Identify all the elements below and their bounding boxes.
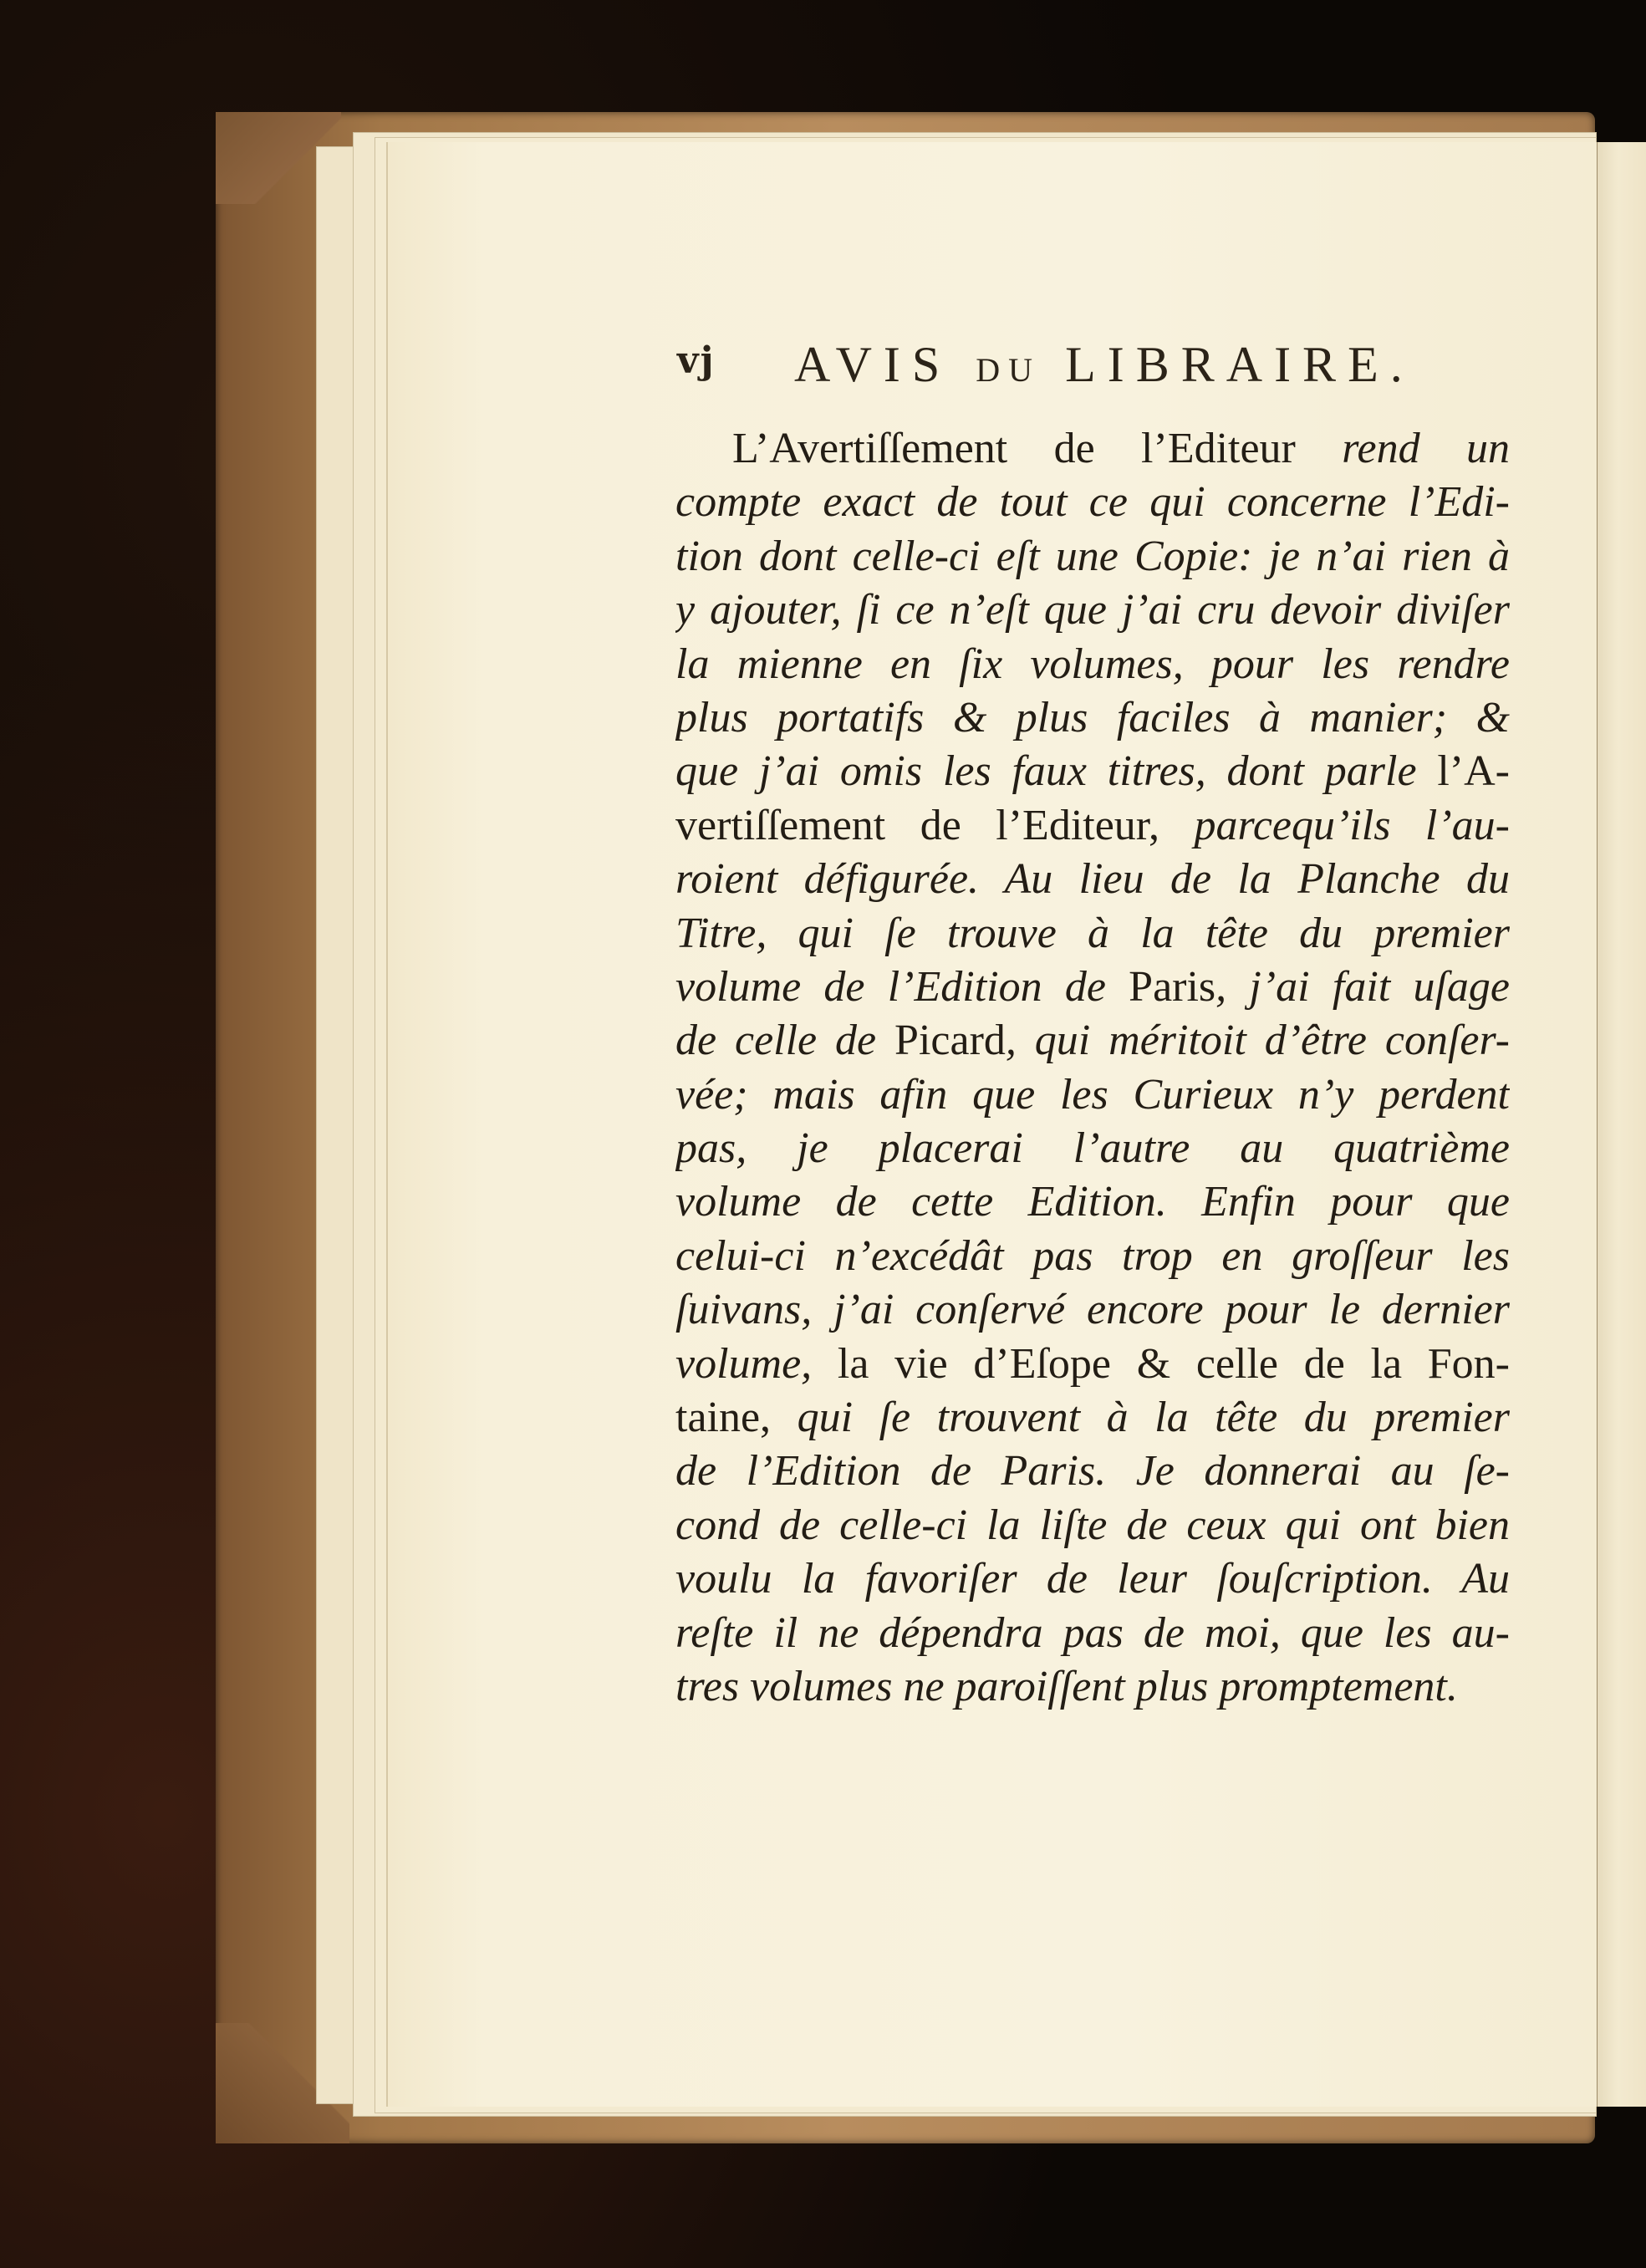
italic-run: compte exact de tout ce qui concerne l’Edi-	[675, 478, 1510, 527]
roman-run: taine,	[675, 1394, 798, 1442]
text-line	[675, 1499, 1510, 1552]
italic-run: volume de cette Edition. Enfin pour que	[675, 1178, 1510, 1226]
text-line	[675, 422, 1510, 476]
italic-run: cond de celle-ci la liſte de ceux qui ont bien	[675, 1501, 1510, 1549]
italic-run: pas, je placerai l’autre au quatrième	[675, 1124, 1510, 1173]
head-word-du: DU	[976, 351, 1042, 389]
text-line	[675, 530, 1510, 584]
text-line	[675, 1283, 1510, 1337]
italic-run: qui ſe trouvent à la tête du premier	[797, 1394, 1510, 1442]
italic-run: tres volumes ne paroiſſent plus promptement.	[675, 1662, 1458, 1710]
italic-run: la mienne en ſix volumes, pour les rendre	[675, 640, 1510, 688]
roman-run: la vie d’Eſope & celle de la Fon-	[837, 1339, 1510, 1388]
text-line	[675, 907, 1510, 961]
roman-run: l’A-	[1437, 747, 1510, 796]
italic-run: y ajouter, ſi ce n’eſt que j’ai cru devoir diviſer	[675, 586, 1510, 635]
running-head	[677, 336, 1513, 395]
text-line	[675, 745, 1510, 798]
italic-run: ſuivans, j’ai conſervé encore pour le dernier	[675, 1286, 1510, 1334]
text-line	[675, 1660, 1510, 1714]
text-line	[675, 853, 1510, 906]
head-word-libraire: LIBRAIRE.	[1065, 337, 1414, 392]
text-line	[675, 1391, 1510, 1445]
text-line	[675, 1338, 1510, 1391]
text-line	[675, 1122, 1510, 1175]
roman-run: Picard	[894, 1017, 1006, 1065]
italic-run: Titre, qui ſe trouve à la tête du premier	[675, 909, 1510, 957]
text-line	[675, 1068, 1510, 1122]
italic-run: parcequ’ils l’au-	[1194, 801, 1510, 849]
text-line	[675, 584, 1510, 637]
text-line	[675, 1552, 1510, 1606]
roman-run: L’Avertiſſement de l’Editeur	[732, 425, 1343, 472]
italic-run: reſte il ne dépendra pas de moi, que les au-	[675, 1608, 1510, 1657]
text-line	[675, 1445, 1510, 1498]
italic-run: roient défigurée. Au lieu de la Planche du	[675, 855, 1510, 904]
italic-run: de l’Edition de Paris. Je donnerai au ſe-	[675, 1447, 1510, 1496]
facing-page-edge	[1595, 142, 1646, 2107]
italic-run: , j’ai fait uſage	[1215, 962, 1510, 1011]
text-line	[675, 1175, 1510, 1229]
text-line	[675, 638, 1510, 691]
text-line	[675, 1230, 1510, 1283]
page-folio: vj	[677, 339, 716, 382]
text-line	[675, 1014, 1510, 1068]
roman-run: Paris	[1129, 962, 1216, 1011]
text-line	[675, 1607, 1510, 1660]
italic-run: , qui méritoit d’être conſer-	[1005, 1017, 1510, 1065]
body-text	[675, 422, 1510, 1714]
italic-run: voulu la favoriſer de leur ſouſcription. Au	[675, 1555, 1510, 1603]
text-line	[675, 691, 1510, 745]
italic-run: plus portatifs & plus faciles à manier; &	[675, 693, 1510, 742]
italic-run: volume,	[675, 1339, 838, 1388]
italic-run: volume de l’Edition de	[675, 962, 1129, 1011]
italic-run: de celle de	[675, 1017, 895, 1065]
italic-run: vée; mais afin que les Curieux n’y perdent	[675, 1070, 1510, 1119]
running-head-title	[794, 336, 1414, 394]
text-line	[675, 476, 1510, 529]
italic-run: tion dont celle-ci eſt une Copie: je n’ai rien à	[675, 532, 1510, 580]
head-word-avis: AVIS	[794, 337, 952, 392]
italic-run: celui-ci n’excédât pas trop en groſſeur les	[675, 1231, 1510, 1280]
italic-run: rend un	[1342, 425, 1510, 472]
roman-run: vertiſſement de l’Editeur,	[675, 801, 1195, 849]
text-line	[675, 961, 1510, 1014]
italic-run: que j’ai omis les faux titres, dont parle	[675, 747, 1438, 796]
text-line	[675, 799, 1510, 853]
